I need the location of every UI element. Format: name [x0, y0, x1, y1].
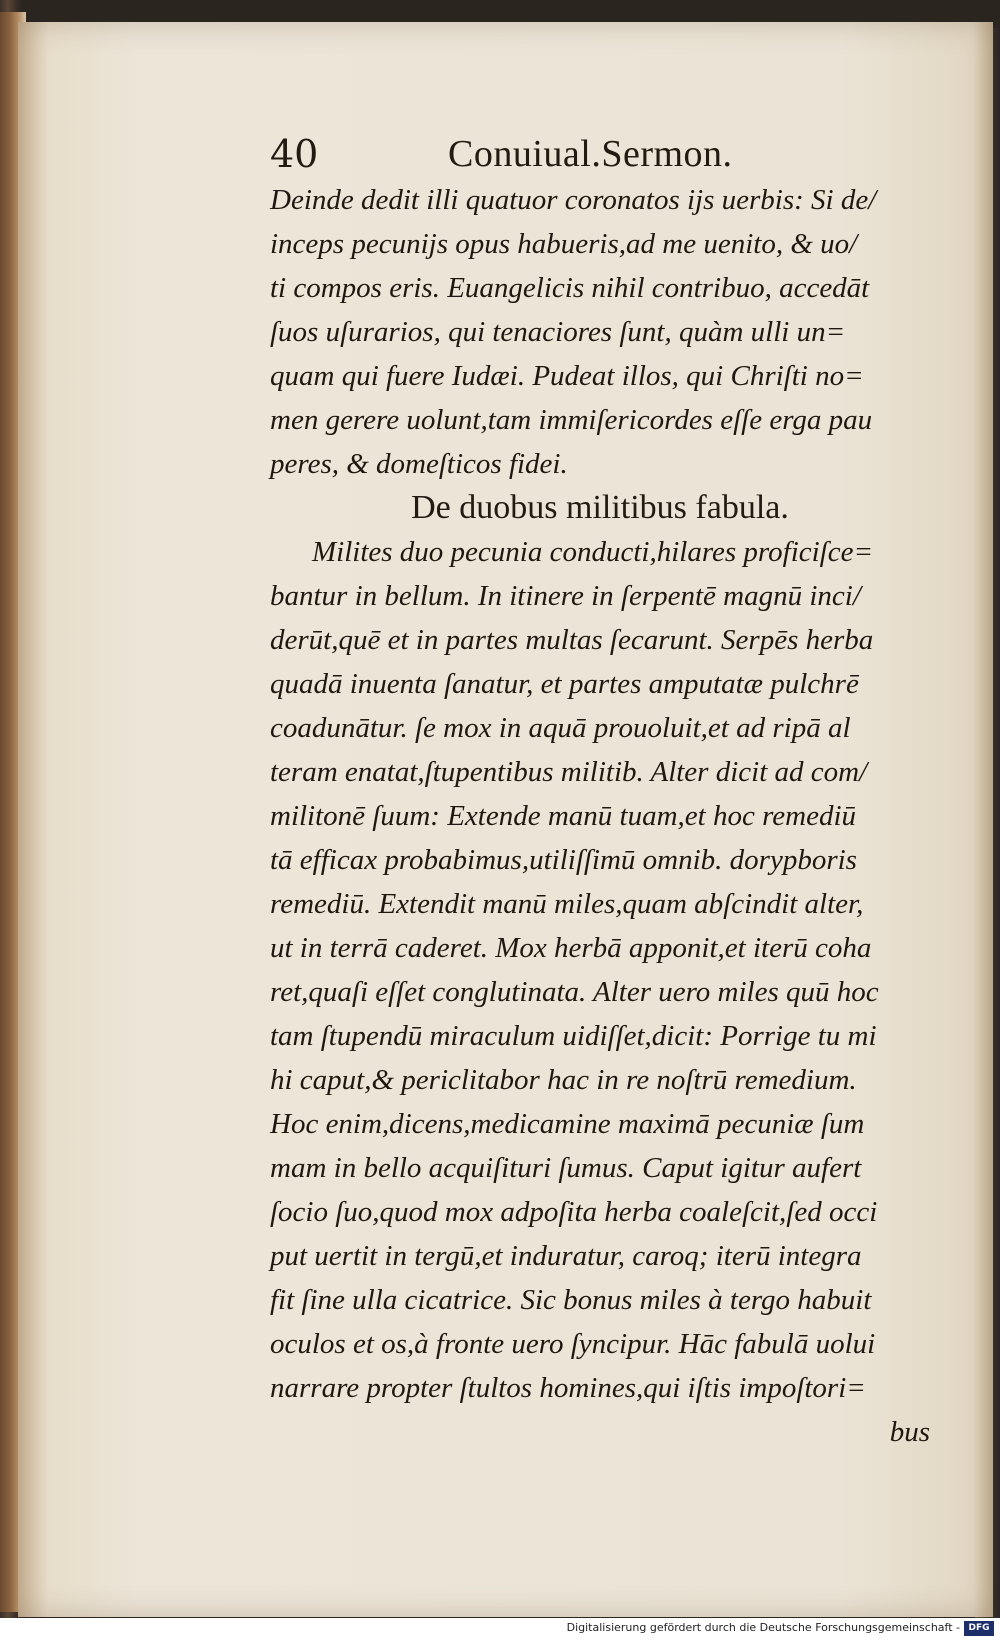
- text-line: militonē ſuum: Extende manū tuam,et hoc remediū: [270, 800, 857, 832]
- text-line: oculos et os,à fronte uero ſyncipur. Hāc fabulā uolui: [270, 1328, 876, 1360]
- text-line: inceps pecunijs opus habueris,ad me uenito, & uo/: [270, 228, 858, 260]
- catchword: bus: [889, 1416, 930, 1448]
- text-line: coadunātur. ſe mox in aquā prouoluit,et ad ripā al: [270, 712, 851, 744]
- text-line: derūt,quē et in partes multas ſecarunt. Serpēs herba: [270, 624, 874, 656]
- text-line: narrare propter ſtultos homines,qui iſtis impoſtori=: [270, 1372, 866, 1404]
- footer-credit: Digitalisierung gefördert durch die Deutsche Forschungsgemeinschaft -: [566, 1621, 960, 1634]
- text-line: put uertit in tergū,et induratur, caroq; iterū integra: [270, 1240, 862, 1272]
- text-line: quam qui fuere Iudæi. Pudeat illos, qui Chriſti no=: [270, 360, 864, 392]
- running-head: Conuiual.Sermon.: [448, 133, 733, 175]
- text-line: men gerere uolunt,tam immiſericordes eſſe erga pau: [270, 404, 873, 436]
- text-line: tā efficax probabimus,utiliſſimū omnib. dorypboris: [270, 844, 857, 876]
- text-line: fit ſine ulla cicatrice. Sic bonus miles à tergo habuit: [270, 1284, 872, 1316]
- text-line: quadā inuenta ſanatur, et partes amputatæ pulchrē: [270, 668, 859, 700]
- section-heading: De duobus militibus fabula.: [411, 489, 789, 526]
- text-line: hi caput,& periclitabor hac in re noſtrū remedium.: [270, 1064, 857, 1096]
- text-line: Milites duo pecunia conducti,hilares proficiſce=: [312, 536, 874, 568]
- page-number: 40: [270, 132, 319, 176]
- text-line: remediū. Extendit manū miles,quam abſcindit alter,: [270, 888, 864, 920]
- text-line: mam in bello acquiſituri ſumus. Caput igitur aufert: [270, 1152, 862, 1184]
- text-line: ret,quaſi eſſet conglutinata. Alter uero miles quū hoc: [270, 976, 879, 1008]
- footer-bar: [0, 1618, 1000, 1640]
- text-line: ſocio ſuo,quod mox adpoſita herba coaleſcit,ſed occi: [270, 1196, 878, 1228]
- dfg-logo: DFG: [964, 1621, 994, 1636]
- text-line: ti compos eris. Euangelicis nihil contribuo, accedāt: [270, 272, 870, 304]
- text-line: ſuos uſurarios, qui tenaciores ſunt, quàm ulli un=: [270, 316, 846, 348]
- text-line: Hoc enim,dicens,medicamine maximā pecuniæ ſum: [270, 1108, 865, 1140]
- text-line: ut in terrā caderet. Mox herbā apponit,et iterū coha: [270, 932, 872, 964]
- text-line: Deinde dedit illi quatuor coronatos ijs uerbis: Si de/: [270, 184, 877, 216]
- text-line: tam ſtupendū miraculum uidiſſet,dicit: Porrige tu mi: [270, 1020, 877, 1052]
- text-line: bantur in bellum. In itinere in ſerpentē magnū inci/: [270, 580, 861, 612]
- text-line: peres, & domeſticos fidei.: [270, 448, 568, 480]
- page-header: [270, 132, 930, 178]
- text-line: teram enatat,ſtupentibus militib. Alter dicit ad com/: [270, 756, 868, 788]
